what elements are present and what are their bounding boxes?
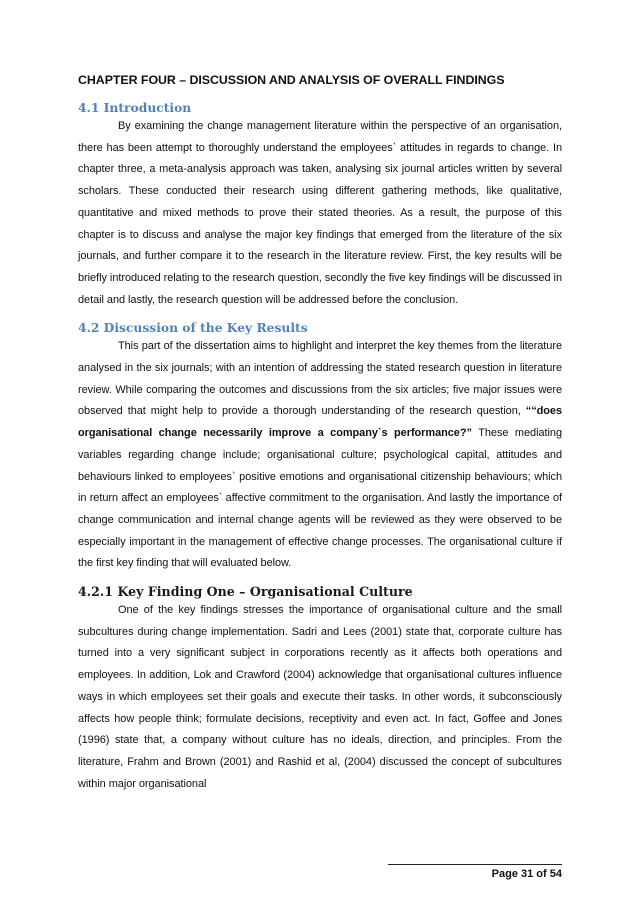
section-heading-key-results: 4.2 Discussion of the Key Results (78, 320, 308, 336)
key-results-paragraph (78, 336, 562, 575)
introduction-paragraph: By examining the change management literature within the perspective of an organisation, there has been attempt to thoroughly understand the employees` attitudes in regards to change. In chapter three, a meta-analysis approach was taken, analysing six journal articles written by several scholars. These conducted their research using different gathering methods, like qualitative, quantitative and mixed methods to prove their stated theories. As a result, the purpose of this chapter is to discuss and analyse the major key findings that emerged from the literature of the six journals, and further compare it to the research in the literature review. First, the key results will be briefly introduced relating to the research question, secondly the five key findings will be discussed in detail and lastly, the research question will be addressed before the conclusion. (78, 120, 562, 306)
footer-rule (388, 864, 562, 865)
section-heading-key-finding-one: 4.2.1 Key Finding One – Organisational Culture (78, 584, 413, 600)
key-finding-one-paragraph: One of the key findings stresses the importance of organisational culture and the small subcultures during change implementation. Sadri and Lees (2001) state that, corporate culture has turned into a very significant subject in corporations recently as it affects both operations and employees. In addition, Lok and Crawford (2004) acknowledge that organisational cultures influence ways in which employees set their goals and execute their tasks. In other words, it subconsciously affects how people think; formulate decisions, receptivity and even act. In fact, Goffee and Jones (1996) state that, a company without culture has no ideals, direction, and principles. From the literature, Frahm and Brown (2001) and Rashid et al, (2004) discussed the concept of subcultures within major organisational (78, 604, 562, 790)
research-question-quote: ““does organisational change necessarily improve a company`s performance?” (78, 405, 562, 440)
key-results-text-before: This part of the dissertation aims to highlight and interpret the key themes from the literature analysed in the six journals; with an intention of addressing the stated research question in literature review. While comparing the outcomes and discussions from the six articles; five major issues were observed that might help to provide a thorough understanding of the research question, (78, 340, 562, 418)
key-results-text-after: These mediating variables regarding change include; organisational culture; psychological capital, attitudes and behaviours linked to employees` positive emotions and organisational citizenship behaviours; which in return affect an employees` affective commitment to the organisation. And lastly the importance of change communication and internal change agents will be reviewed as they were observed to be especially important in the management of effective change processes. The organisational culture if the first key finding that will evaluated below. (78, 427, 562, 570)
section-heading-introduction: 4.1 Introduction (78, 100, 192, 115)
chapter-title: CHAPTER FOUR – DISCUSSION AND ANALYSIS OF OVERALL FINDINGS (78, 73, 505, 87)
page-number: Page 31 of 54 (491, 868, 562, 880)
page-content (78, 73, 562, 795)
